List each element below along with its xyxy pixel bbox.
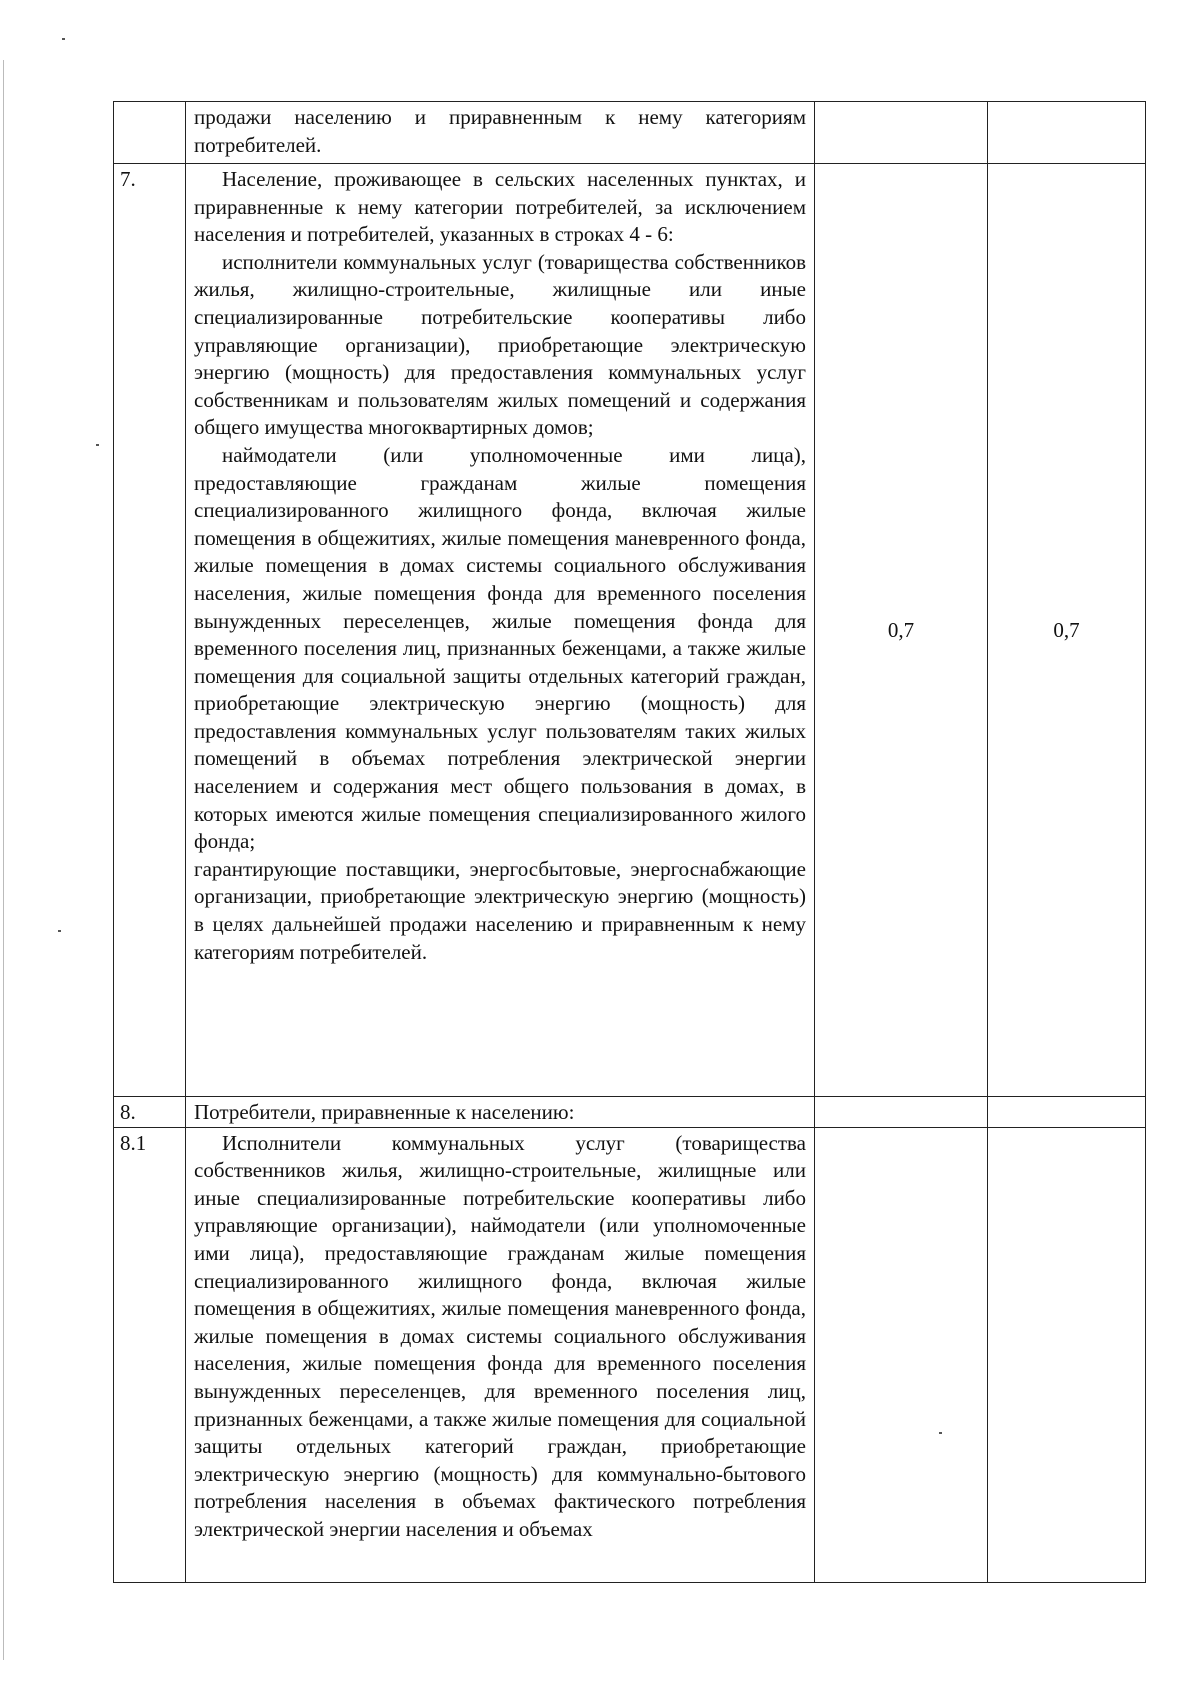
row-paragraph: наймодатели (или уполномоченные ими лица), предоставляющие гражданам жилые помещения специализированного жилищного фонда, включая жилые помещения в общежитиях, жилые помещения маневренного фонда, жилые помещения в домах системы социального обслуживания населения, жилые помещения фонда для временного поселения вынужденных переселенцев, жилые помещения фонда для временного поселения лиц, признанных беженцами, а также жилые помещения для социальной защиты отдельных категорий граждан, приобретающие электрическую энергию (мощность) для предоставления коммунальных услуг пользователям таких жилых помещений в объемах потребления электрической энергии населением и содержания мест общего пользования в домах, в которых имеются жилые помещения специализированного жилого фонда; <box>194 442 806 854</box>
value-cell-2 <box>988 1127 1146 1582</box>
row-description-cell <box>186 164 815 1097</box>
row-description: Потребители, приравненные к населению: <box>194 1100 575 1124</box>
row-paragraph: Население, проживающее в сельских населенных пунктах, и приравненные к нему категории потребителей, за исключением населения и потребителей, указанных в строках 4 - 6: <box>194 167 806 247</box>
table-row-8 <box>114 1097 1146 1128</box>
value-cell-1: 0,7 <box>815 164 988 1097</box>
row-description-cell <box>186 1097 815 1128</box>
row-description: продажи населению и приравненным к нему категориям потребителей. <box>194 105 806 157</box>
row-number-cell: 7. <box>114 164 186 1097</box>
row-number-cell: 8.1 <box>114 1127 186 1582</box>
table-row-continuation <box>114 102 1146 164</box>
value-cell-2: 0,7 <box>988 164 1146 1097</box>
value-cell-1 <box>815 1097 988 1128</box>
value-cell-1 <box>815 102 988 164</box>
row-description-cell <box>186 102 815 164</box>
row-number-cell <box>114 102 186 164</box>
row-description-cell <box>186 1127 815 1582</box>
table-row-7 <box>114 164 1146 1097</box>
row-number-cell: 8. <box>114 1097 186 1128</box>
tariff-table <box>113 101 1146 1583</box>
row-paragraph: гарантирующие поставщики, энергосбытовые, энергоснабжающие организации, приобретающие электрическую энергию (мощность) в целях дальнейшей продажи населению и приравненным к нему категориям потребителей. <box>194 856 806 964</box>
value-cell-2 <box>988 1097 1146 1128</box>
scan-speck <box>58 930 61 932</box>
row-paragraph: исполнители коммунальных услуг (товарищества собственников жилья, жилищно-строительные, жилищные или иные специализированные потребительские кооперативы либо управляющие организации), приобретающие электрическую энергию (мощность) для предоставления коммунальных услуг собственникам и пользователям жилых помещений и содержания общего имущества многоквартирных домов; <box>194 249 806 440</box>
value-cell-1 <box>815 1127 988 1582</box>
row-description: Исполнители коммунальных услуг (товарищества собственников жилья, жилищно-строительные, жилищные или иные специализированные потребительские кооперативы либо управляющие организации), наймодатели (или уполномоченные ими лица), предоставляющие гражданам жилые помещения специализированного жилищного фонда, включая жилые помещения в общежитиях, жилые помещения маневренного фонда, жилые помещения в домах системы социального обслуживания населения, жилые помещения фонда для временного поселения вынужденных переселенцев, для временного поселения лиц, признанных беженцами, а также жилые помещения для социальной защиты отдельных категорий граждан, приобретающие электрическую энергию (мощность) для коммунально-бытового потребления населения в объемах фактического потребления электрической энергии населения и объемах <box>194 1130 806 1541</box>
scan-speck <box>62 38 65 40</box>
scan-speck <box>96 444 99 446</box>
scan-edge-line <box>3 60 4 1660</box>
value-cell-2 <box>988 102 1146 164</box>
table-row-8-1 <box>114 1127 1146 1582</box>
